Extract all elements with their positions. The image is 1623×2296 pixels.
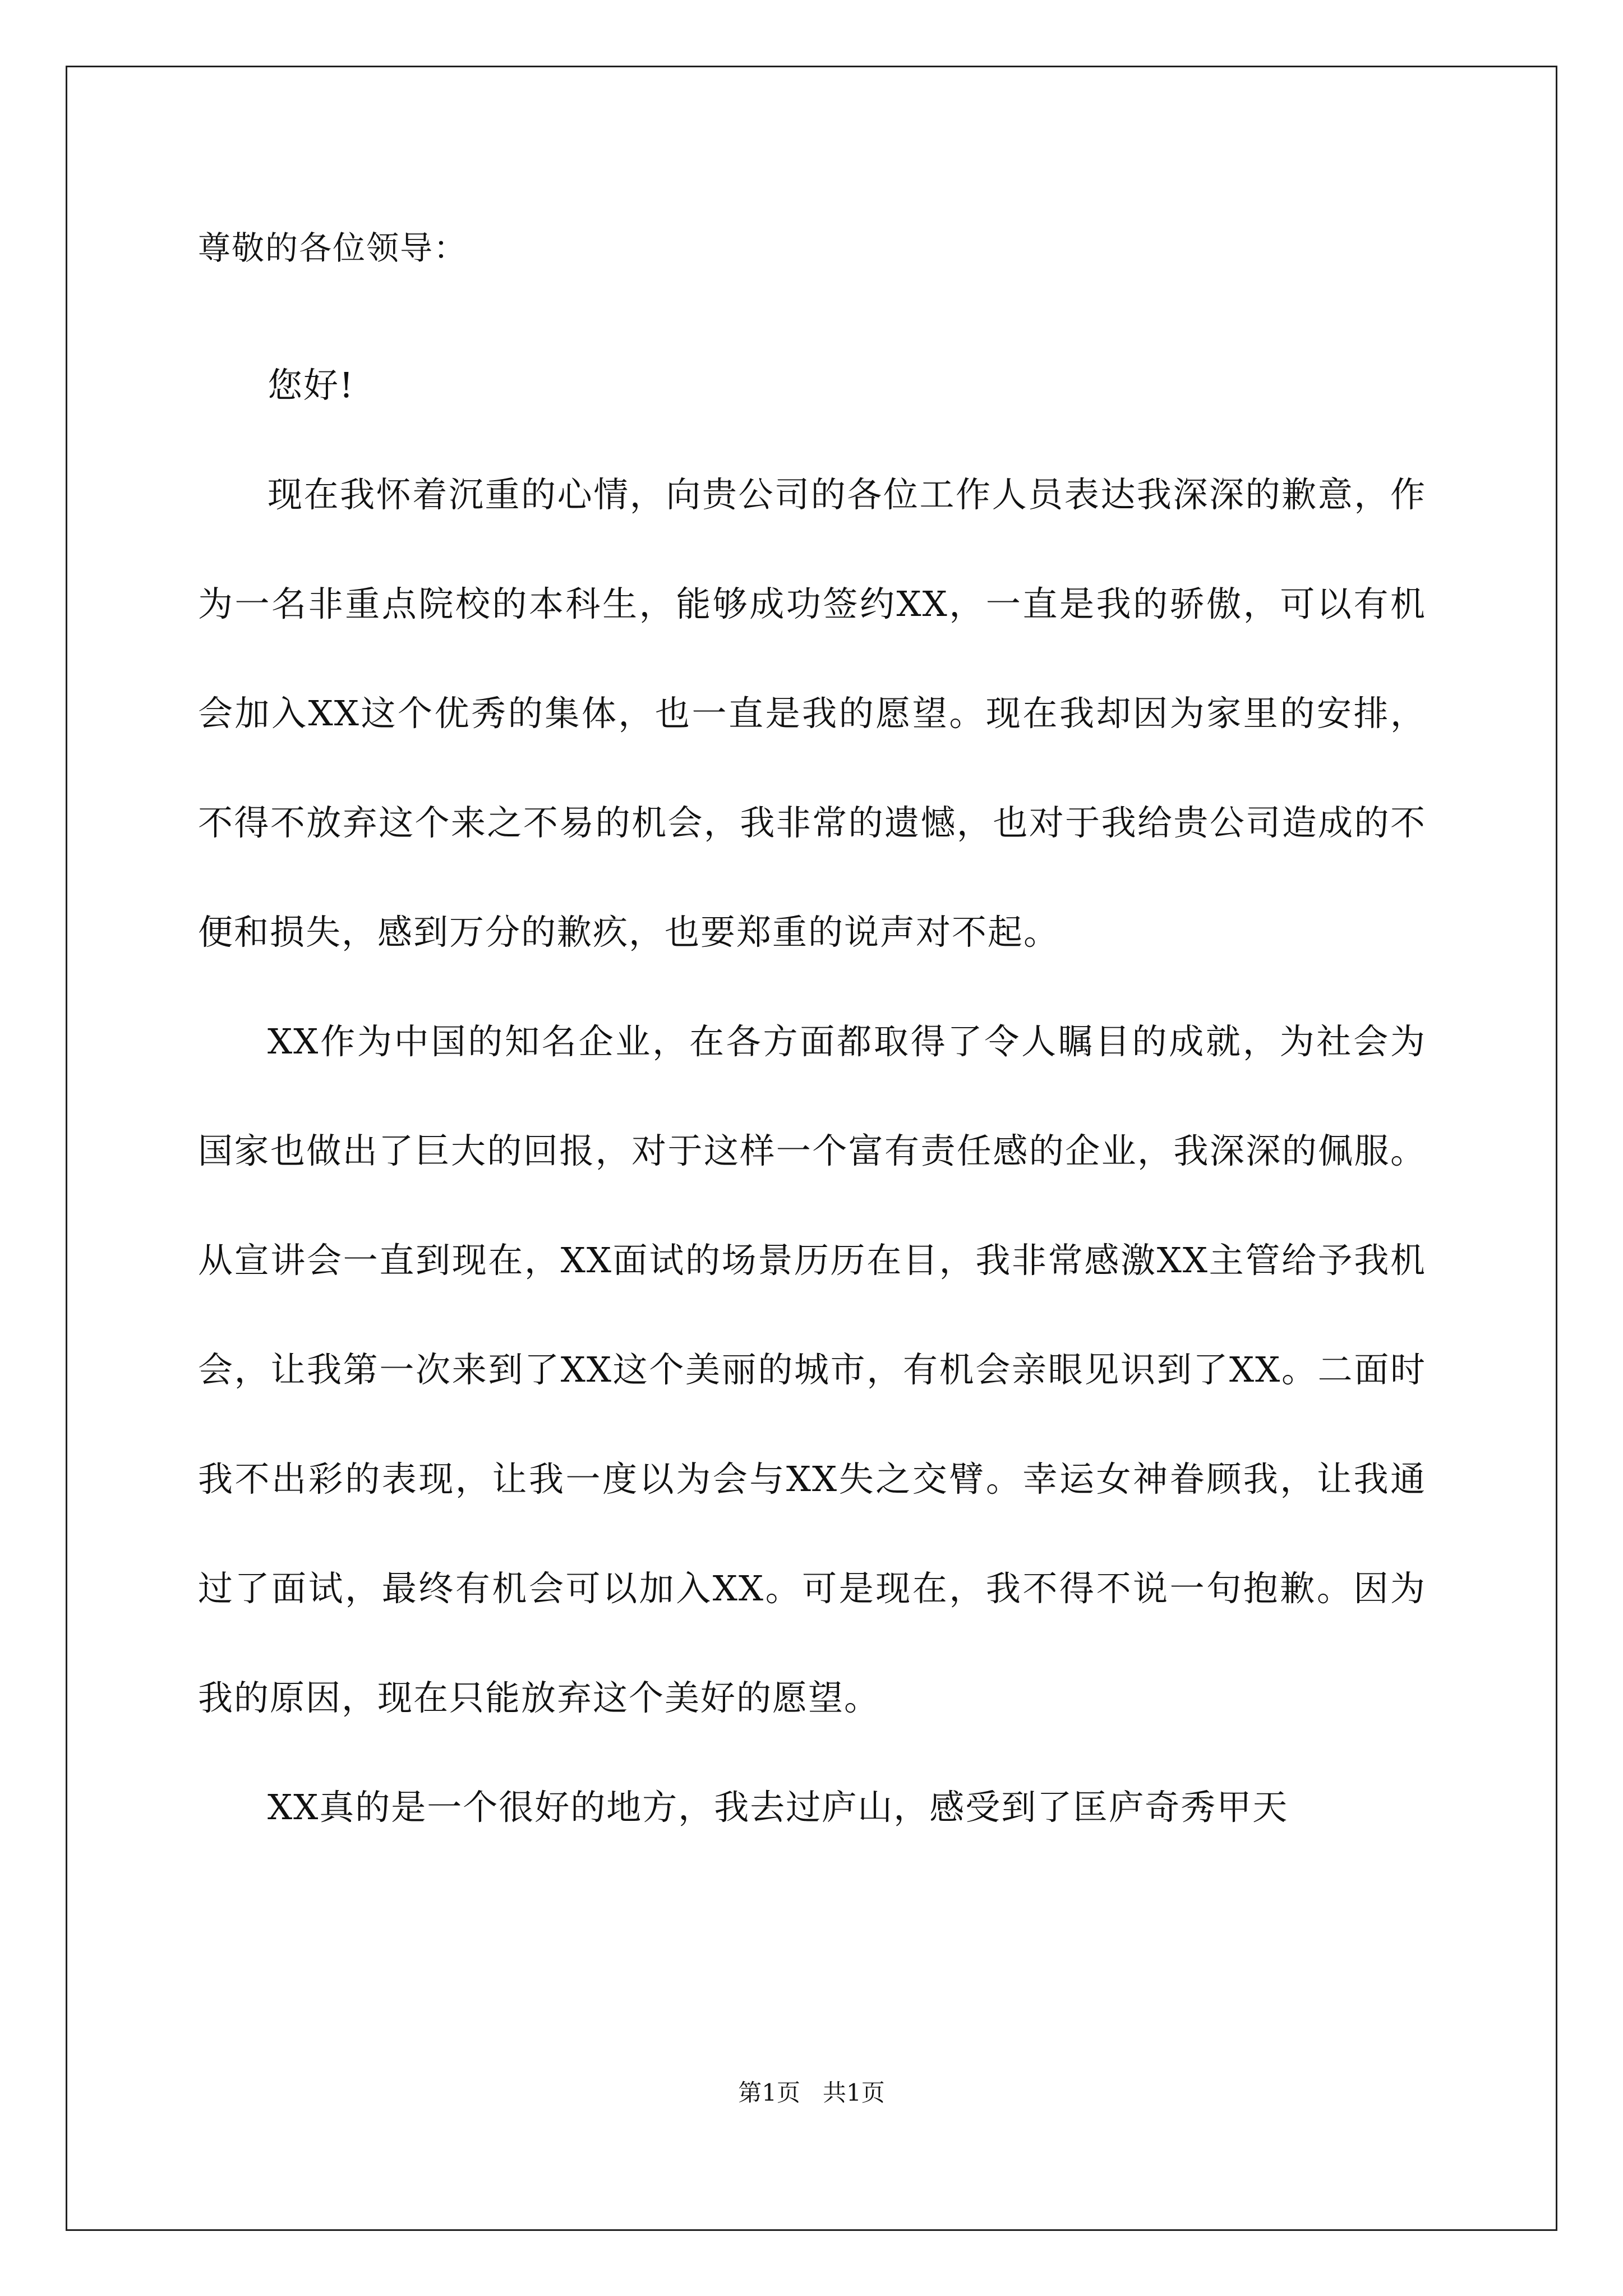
paragraph-apology: 现在我怀着沉重的心情，向贵公司的各位工作人员表达我深深的歉意，作为一名非重点院校的本科生，能够成功签约XX，一直是我的骄傲，可以有机会加入XX这个优秀的集体，也一直是我的愿望。现在我却因为家里的安排，不得不放弃这个来之不易的机会，我非常的遗憾，也对于我给贵公司造成的不便和损失，感到万分的歉疚，也要郑重的说声对不起。 [198,474,1426,953]
paragraph-city: XX真的是一个很好的地方，我去过庐山，感受到了匡庐奇秀甲天 [268,1787,1289,1828]
page-total: 共1页 [823,2079,885,2106]
page-footer [0,2077,1623,2109]
letter-body [198,220,1426,1862]
page-number: 第1页 [738,2079,800,2106]
footer-spacer [800,2079,823,2106]
salutation: 尊敬的各位领导： [198,229,468,267]
paragraph-company: XX作为中国的知名企业，在各方面都取得了令人瞩目的成就，为社会为国家也做出了巨大的回报，对于这样一个富有责任感的企业，我深深的佩服。从宣讲会一直到现在，XX面试的场景历历在目，我非常感激XX主管给予我机会，让我第一次来到了XX这个美丽的城市，有机会亲眼见识到了XX。二面时我不出彩的表现，让我一度以为会与XX失之交臂。幸运女神眷顾我，让我通过了面试，最终有机会可以加入XX。可是现在，我不得不说一句抱歉。因为我的原因，现在只能放弃这个美好的愿望。 [198,1021,1426,1718]
paragraph-greeting: 您好! [268,365,354,406]
